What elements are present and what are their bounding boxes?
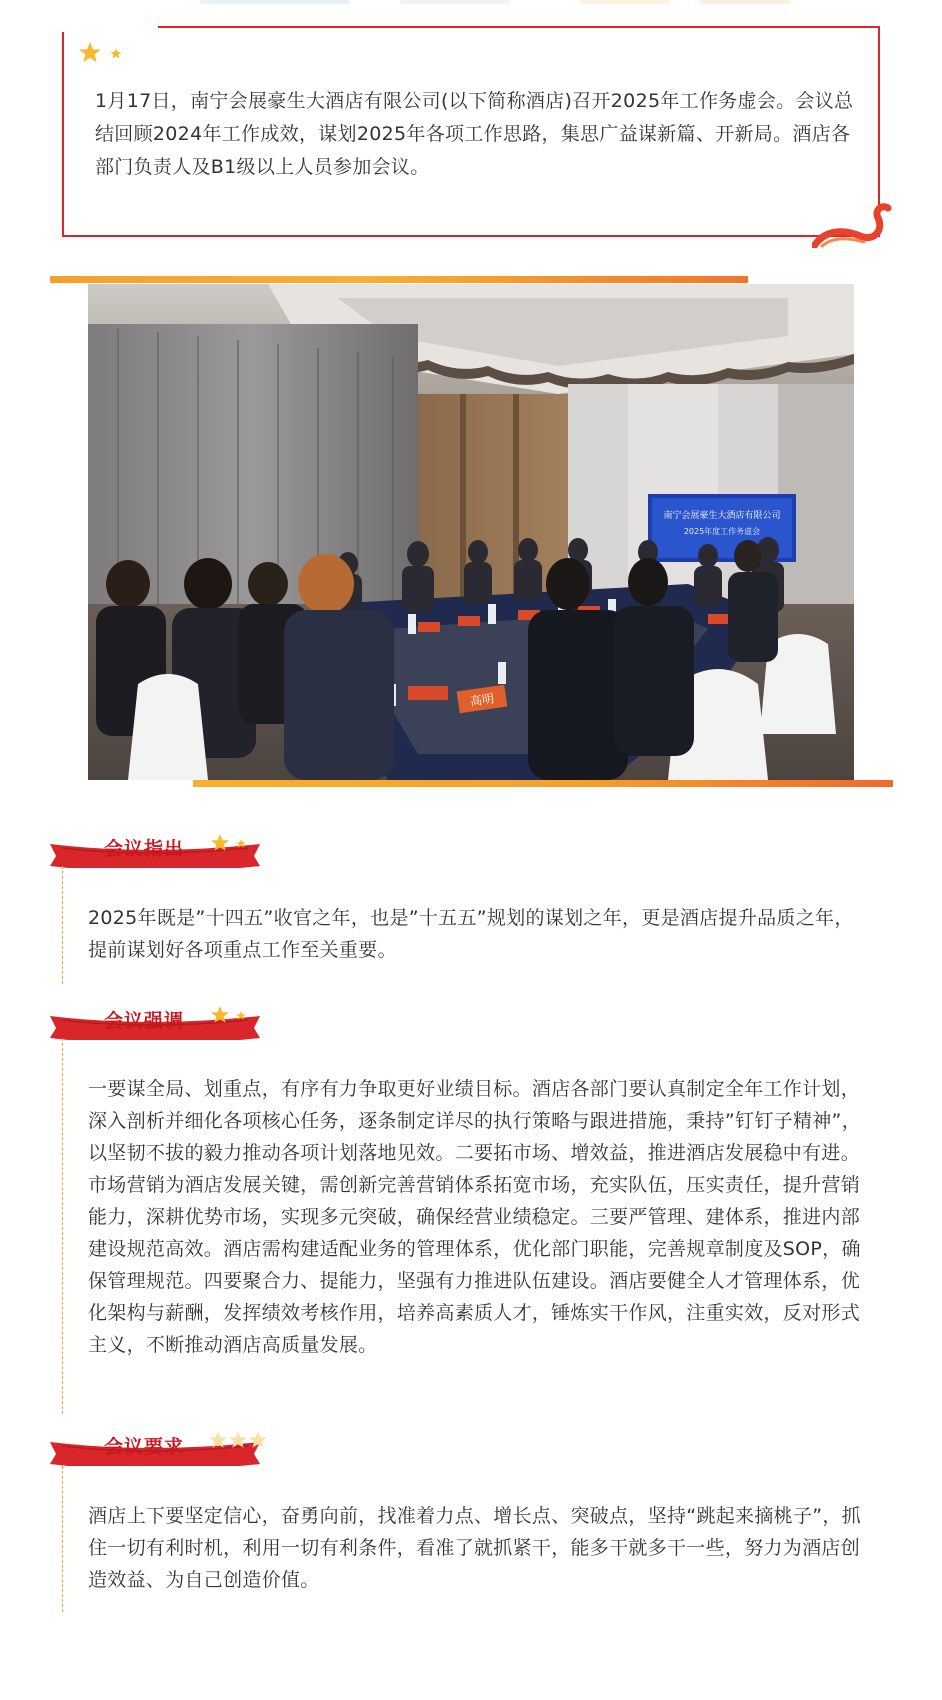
section-title-2: 会议强调	[104, 1010, 185, 1032]
section-text-1: 2025年既是”十四五”收官之年，也是”十五五”规划的谋划之年，更是酒店提升品质之年，提前谋划好各项重点工作至关重要。	[88, 907, 854, 961]
section-text-3: 酒店上下要坚定信心，奋勇向前，找准着力点、增长点、突破点，坚持“跳起来摘桃子”，抓住一切有利时机，利用一切有利条件，看准了就抓紧干，能多干就多干一些，努力为酒店创造效益、为自己创造价值。	[88, 1505, 861, 1591]
meeting-photo	[88, 284, 854, 780]
section-header-2	[50, 1000, 260, 1044]
section-title-1: 会议指出	[104, 838, 185, 860]
star-icon	[210, 1004, 252, 1028]
star-icon	[210, 832, 252, 856]
intro-text: 1月17日，南宁会展豪生大酒店有限公司(以下简称酒店)召开2025年工作务虚会。会议总结回顾2024年工作成效，谋划2025年各项工作思路，集思广益谋新篇、开新局。酒店各部门负责人及B1级以上人员参加会议。	[95, 90, 854, 178]
section-header-3	[50, 1426, 260, 1470]
intro-border-gap	[62, 26, 158, 32]
section-line-2	[62, 1038, 63, 1414]
star-icon	[78, 39, 138, 69]
screen-subtitle: 2025年度工作务虚会	[683, 527, 761, 536]
screen-title: 南宁会展豪生大酒店有限公司	[663, 511, 781, 521]
top-decoration	[200, 0, 800, 4]
star-icon	[208, 1428, 268, 1454]
section-title-3: 会议要求	[104, 1436, 185, 1458]
section-line-1	[62, 866, 63, 984]
swirl-ornament	[812, 200, 892, 248]
section-header-1	[50, 828, 260, 872]
intro-box	[62, 26, 880, 237]
photo-bottom-bar	[193, 780, 893, 787]
name-card: 高明	[469, 691, 496, 709]
photo-top-bar	[50, 276, 748, 283]
section-text-2: 一要谋全局、划重点，有序有力争取更好业绩目标。酒店各部门要认真制定全年工作计划，深入剖析并细化各项核心任务，逐条制定详尽的执行策略与跟进措施，秉持”钉钉子精神”，以坚韧不拔的毅力推动各项计划落地见效。二要拓市场、增效益，推进酒店发展稳中有进。市场营销为酒店发展关键，需创新完善营销体系拓宽市场，充实队伍，压实责任，提升营销能力，深耕优势市场，实现多元突破，确保经营业绩稳定。三要严管理、建体系，推进内部建设规范高效。酒店需构建适配业务的管理体系，优化部门职能，完善规章制度及SOP，确保管理规范。四要聚合力、提能力，坚强有力推进队伍建设。酒店要健全人才管理体系，优化架构与薪酬，发挥绩效考核作用，培养高素质人才，锤炼实干作风，注重实效，反对形式主义，不断推动酒店高质量发展。	[88, 1078, 861, 1356]
section-line-3	[62, 1466, 63, 1612]
